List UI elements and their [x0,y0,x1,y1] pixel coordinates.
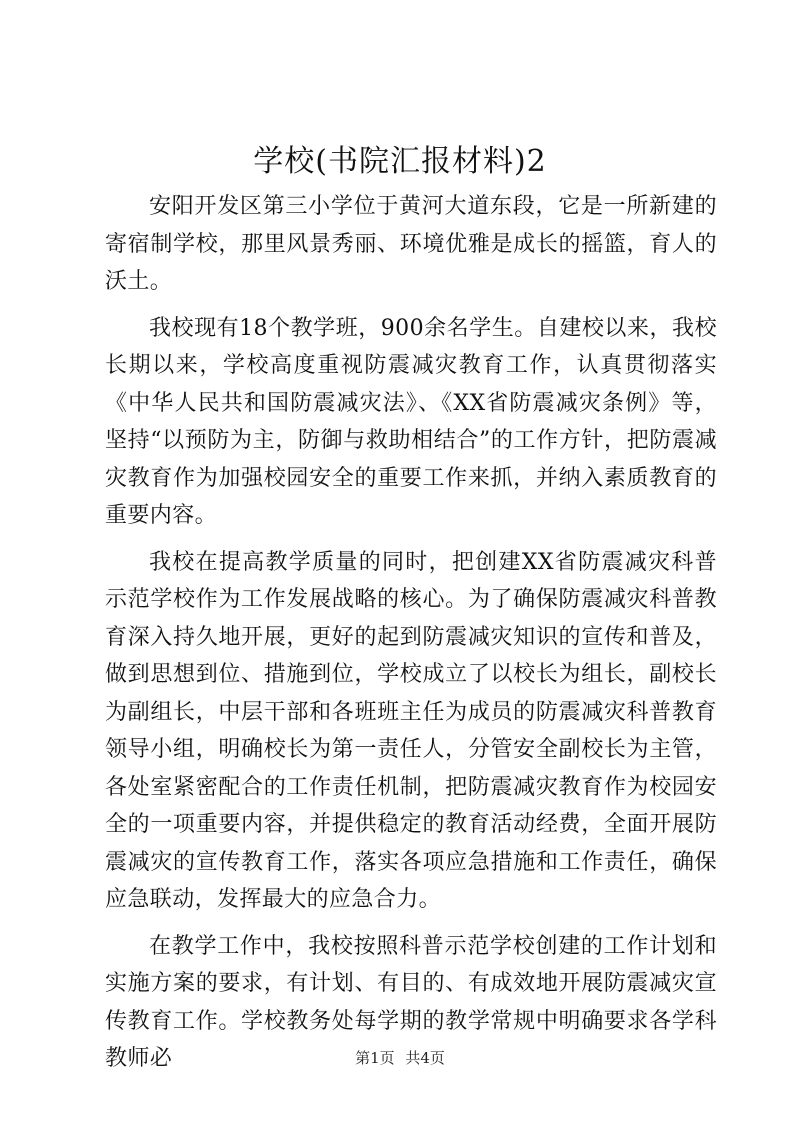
paragraph: 我校现有18个教学班，900余名学生。自建校以来，我校长期以来，学校高度重视防震减灾教育工作，认真贯彻落实《中华人民共和国防震减灾法》、《XX省防震减灾条例》等，坚持“以预防为主，防御与救助相结合”的工作方针，把防震减灾教育作为加强校园安全的重要工作来抓，并纳入素质教育的重要内容。 [105,315,717,528]
document-body [105,188,717,1078]
page-footer [0,1048,800,1068]
paragraph: 安阳开发区第三小学位于黄河大道东段，它是一所新建的寄宿制学校，那里风景秀丽、环境优雅是成长的摇篮，育人的沃土。 [105,194,717,294]
page-number: 第1页 [355,1049,395,1067]
paragraph: 我校在提高教学质量的同时，把创建XX省防震减灾科普示范学校作为工作发展战略的核心。为了确保防震减灾科普教育深入持久地开展，更好的起到防震减灾知识的宣传和普及，做到思想到位、措施到位，学校成立了以校长为组长，副校长为副组长，中层干部和各班班主任为成员的防震减灾科普教育领导小组，明确校长为第一责任人，分管安全副校长为主管，各处室紧密配合的工作责任机制，把防震减灾教育作为校园安全的一项重要内容，并提供稳定的教育活动经费，全面开展防震减灾的宣传教育工作，落实各项应急措施和工作责任，确保应急联动，发挥最大的应急合力。 [105,549,717,912]
page-total: 共4页 [405,1049,445,1067]
paragraph: 在教学工作中，我校按照科普示范学校创建的工作计划和实施方案的要求，有计划、有目的、有成效地开展防震减灾宣传教育工作。学校教务处每学期的教学常规中明确要求各学科教师必 [105,933,717,1071]
document-title: 学校(书院汇报材料)2 [253,144,547,179]
